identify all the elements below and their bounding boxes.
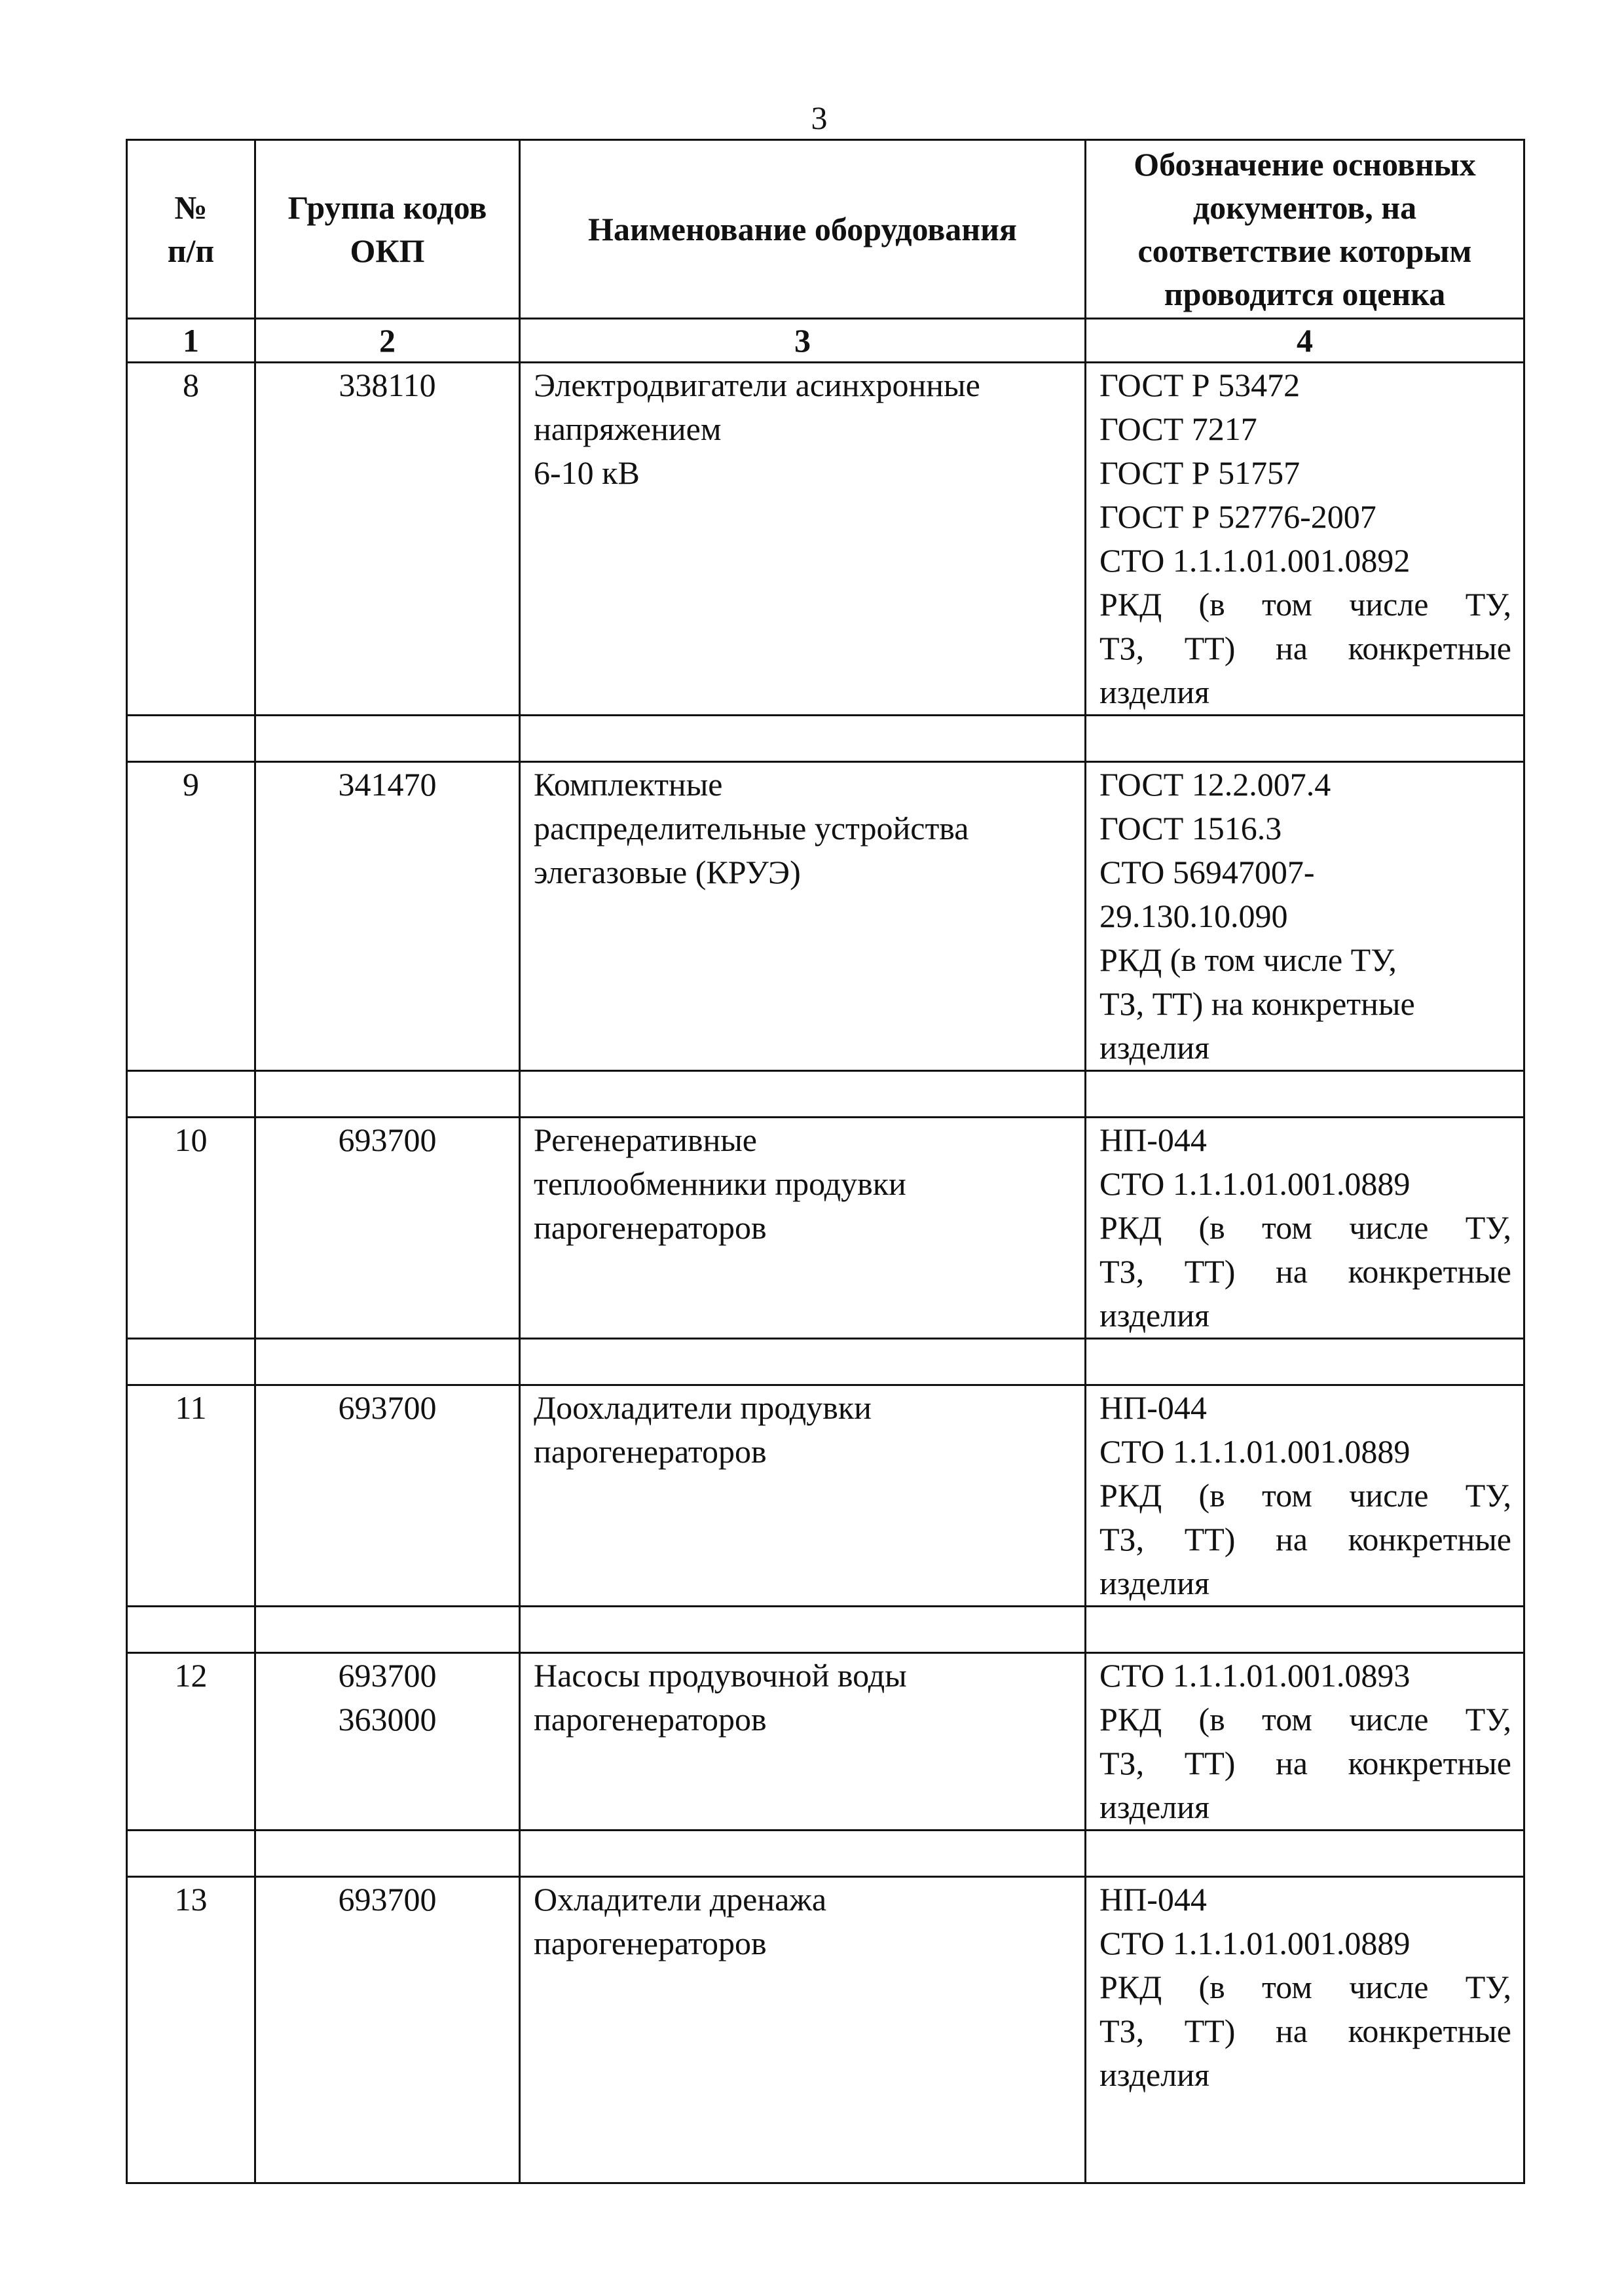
equipment-name bbox=[520, 762, 1086, 1071]
row-number: 13 bbox=[127, 1877, 255, 2183]
table-row bbox=[127, 1877, 1524, 2183]
doc-line: ГОСТ Р 53472 bbox=[1099, 367, 1301, 403]
equipment-name bbox=[520, 363, 1086, 716]
doc-line: СТО 56947007- bbox=[1099, 854, 1315, 890]
table-header-row bbox=[127, 140, 1524, 319]
doc-line: изделия bbox=[1099, 1565, 1209, 1601]
doc-line: СТО 1.1.1.01.001.0889 bbox=[1099, 1433, 1411, 1470]
okp-codes bbox=[255, 1653, 520, 1831]
header-documents bbox=[1086, 140, 1524, 319]
doc-line: НП-044 bbox=[1099, 1121, 1207, 1158]
name-line: парогенераторов bbox=[534, 1209, 767, 1246]
name-line: Доохладители продувки bbox=[534, 1389, 872, 1426]
doc-line: РКД (в том числе ТУ, bbox=[1099, 1969, 1511, 2005]
header-number-line: № bbox=[174, 189, 208, 226]
spacer-row bbox=[127, 1831, 1524, 1877]
row-number: 9 bbox=[127, 762, 255, 1071]
header-number-line: п/п bbox=[167, 232, 215, 269]
equipment-name bbox=[520, 1653, 1086, 1831]
doc-line: ГОСТ 12.2.007.4 bbox=[1099, 766, 1331, 803]
doc-line: изделия bbox=[1099, 2056, 1209, 2093]
name-line: Насосы продувочной воды bbox=[534, 1657, 907, 1694]
documents bbox=[1086, 1385, 1524, 1607]
name-line: парогенераторов bbox=[534, 1701, 767, 1738]
equipment-name bbox=[520, 1385, 1086, 1607]
header-okp-line: ОКП bbox=[350, 232, 425, 269]
doc-line: ТЗ, ТТ) на конкретные bbox=[1099, 2013, 1511, 2049]
row-number: 10 bbox=[127, 1118, 255, 1339]
equipment-name bbox=[520, 1118, 1086, 1339]
header-okp-line: Группа кодов bbox=[287, 189, 487, 226]
name-line: Регенеративные bbox=[534, 1121, 757, 1158]
header-docs-line: соответствие которым bbox=[1137, 232, 1472, 269]
doc-line: изделия bbox=[1099, 1029, 1209, 1066]
header-docs-line: документов, на bbox=[1192, 189, 1417, 226]
name-line: 6-10 кВ bbox=[534, 454, 640, 491]
column-numbers-row bbox=[127, 319, 1524, 363]
okp-codes bbox=[255, 1385, 520, 1607]
doc-line: изделия bbox=[1099, 1789, 1209, 1825]
okp-code: 341470 bbox=[338, 766, 437, 803]
okp-code: 693700 bbox=[338, 1389, 437, 1426]
doc-line: ГОСТ 7217 bbox=[1099, 410, 1257, 447]
doc-line: СТО 1.1.1.01.001.0893 bbox=[1099, 1657, 1411, 1694]
documents bbox=[1086, 363, 1524, 716]
okp-codes bbox=[255, 1118, 520, 1339]
header-equipment-name bbox=[520, 140, 1086, 319]
name-line: элегазовые (КРУЭ) bbox=[534, 854, 801, 890]
row-number: 8 bbox=[127, 363, 255, 716]
page-number: 3 bbox=[811, 100, 828, 136]
name-line: парогенераторов bbox=[534, 1925, 767, 1961]
doc-line: ТЗ, ТТ) на конкретные bbox=[1099, 1745, 1511, 1781]
column-number: 1 bbox=[127, 319, 255, 363]
documents bbox=[1086, 1877, 1524, 2183]
doc-line: РКД (в том числе ТУ, bbox=[1099, 941, 1397, 978]
okp-code: 363000 bbox=[338, 1701, 437, 1738]
doc-line: изделия bbox=[1099, 1297, 1209, 1334]
doc-line: ГОСТ Р 52776-2007 bbox=[1099, 498, 1376, 535]
doc-line: СТО 1.1.1.01.001.0889 bbox=[1099, 1925, 1411, 1961]
doc-line: РКД (в том числе ТУ, bbox=[1099, 1477, 1511, 1514]
name-line: теплообменники продувки bbox=[534, 1165, 906, 1202]
table-row bbox=[127, 1653, 1524, 1831]
okp-code: 693700 bbox=[338, 1121, 437, 1158]
okp-code: 338110 bbox=[339, 367, 436, 403]
doc-line: ТЗ, ТТ) на конкретные bbox=[1099, 985, 1415, 1022]
doc-line: ТЗ, ТТ) на конкретные bbox=[1099, 1521, 1511, 1558]
name-line: Комплектные bbox=[534, 766, 723, 803]
equipment-table bbox=[126, 139, 1525, 2184]
doc-line: изделия bbox=[1099, 674, 1209, 710]
row-number: 12 bbox=[127, 1653, 255, 1831]
equipment-name bbox=[520, 1877, 1086, 2183]
table-row bbox=[127, 363, 1524, 716]
doc-line: ГОСТ Р 51757 bbox=[1099, 454, 1301, 491]
name-line: распределительные устройства bbox=[534, 810, 969, 847]
doc-line: ГОСТ 1516.3 bbox=[1099, 810, 1282, 847]
okp-code: 693700 bbox=[338, 1881, 437, 1918]
doc-line: РКД (в том числе ТУ, bbox=[1099, 586, 1511, 623]
doc-line: 29.130.10.090 bbox=[1099, 898, 1288, 934]
spacer-row bbox=[127, 1071, 1524, 1118]
name-line: напряжением bbox=[534, 410, 722, 447]
header-docs-line: проводится оценка bbox=[1164, 276, 1446, 312]
okp-codes bbox=[255, 1877, 520, 2183]
column-number: 3 bbox=[520, 319, 1086, 363]
table-row bbox=[127, 1118, 1524, 1339]
spacer-row bbox=[127, 1339, 1524, 1385]
spacer-row bbox=[127, 1607, 1524, 1653]
documents bbox=[1086, 1118, 1524, 1339]
table-row bbox=[127, 762, 1524, 1071]
documents bbox=[1086, 1653, 1524, 1831]
header-name-line: Наименование оборудования bbox=[588, 211, 1017, 247]
name-line: Охладители дренажа bbox=[534, 1881, 827, 1918]
okp-codes bbox=[255, 363, 520, 716]
okp-code: 693700 bbox=[338, 1657, 437, 1694]
header-okp bbox=[255, 140, 520, 319]
doc-line: ТЗ, ТТ) на конкретные bbox=[1099, 1253, 1511, 1290]
doc-line: НП-044 bbox=[1099, 1881, 1207, 1918]
doc-line: ТЗ, ТТ) на конкретные bbox=[1099, 630, 1511, 666]
table-row bbox=[127, 1385, 1524, 1607]
header-number bbox=[127, 140, 255, 319]
spacer-row bbox=[127, 716, 1524, 762]
name-line: Электродвигатели асинхронные bbox=[534, 367, 980, 403]
column-number: 2 bbox=[255, 319, 520, 363]
doc-line: РКД (в том числе ТУ, bbox=[1099, 1209, 1511, 1246]
doc-line: НП-044 bbox=[1099, 1389, 1207, 1426]
documents bbox=[1086, 762, 1524, 1071]
doc-line: СТО 1.1.1.01.001.0892 bbox=[1099, 542, 1411, 579]
doc-line: СТО 1.1.1.01.001.0889 bbox=[1099, 1165, 1411, 1202]
okp-codes bbox=[255, 762, 520, 1071]
column-number: 4 bbox=[1086, 319, 1524, 363]
doc-line: РКД (в том числе ТУ, bbox=[1099, 1701, 1511, 1738]
header-docs-line: Обозначение основных bbox=[1134, 146, 1476, 183]
name-line: парогенераторов bbox=[534, 1433, 767, 1470]
row-number: 11 bbox=[127, 1385, 255, 1607]
